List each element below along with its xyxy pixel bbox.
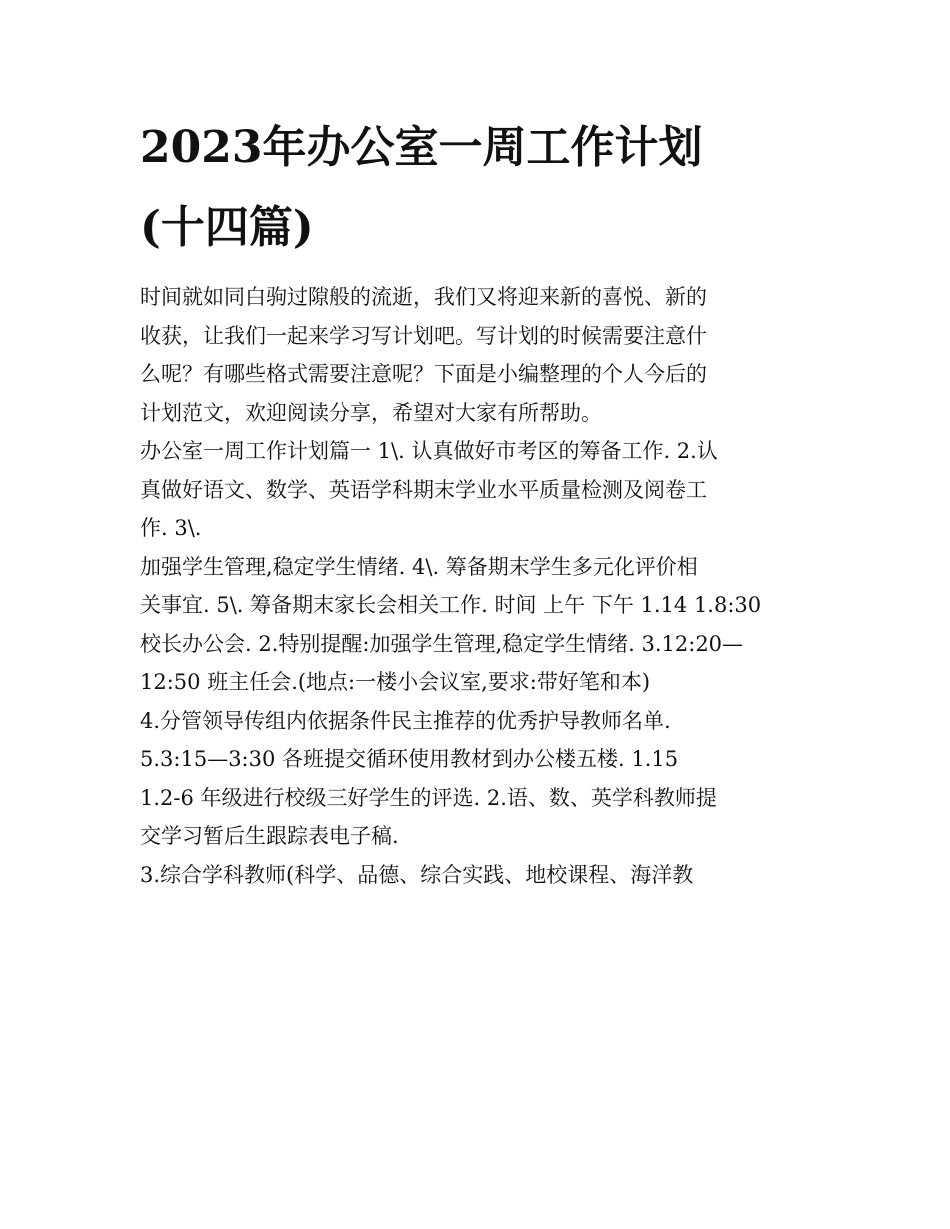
- paragraph-item-4: [140, 702, 820, 741]
- text-line: 时间就如同白驹过隙般的流逝，我们又将迎来新的喜悦、新的: [140, 285, 707, 309]
- text-line: 交学习暂后生跟踪表电子稿.: [140, 824, 399, 848]
- title-line: (十四篇): [140, 202, 314, 253]
- text-line: 收获，让我们一起来学习写计划吧。写计划的时候需要注意什: [140, 323, 707, 348]
- text-line: 么呢？有哪些格式需要注意呢？下面是小编整理的个人今后的: [140, 362, 707, 386]
- title-line: 2023年办公室一周工作计划: [140, 122, 703, 173]
- paragraph-item-5: [140, 740, 820, 779]
- document-title: [140, 108, 820, 268]
- document-page: [140, 108, 820, 894]
- text-line: 加强学生管理,稳定学生情绪. 4\. 筹备期末学生多元化评价相: [140, 554, 698, 579]
- paragraph-intro: [140, 278, 820, 432]
- text-line: 作. 3\.: [140, 516, 202, 540]
- text-line: 12:50 班主任会.(地点:一楼小会议室,要求:带好笔和本): [140, 670, 651, 694]
- paragraph-plan-one: [140, 432, 820, 548]
- paragraph-student-management: [140, 548, 820, 702]
- text-line: 关事宜. 5\. 筹备期末家长会相关工作. 时间 上午 下午 1.14 1.8:30: [140, 593, 762, 617]
- text-line: 3.综合学科教师(科学、品德、综合实践、地校课程、海洋教: [140, 862, 694, 887]
- text-line: 办公室一周工作计划篇一 1\. 认真做好市考区的筹备工作. 2.认: [140, 439, 718, 463]
- text-line: 校长办公会. 2.特别提醒:加强学生管理,稳定学生情绪. 3.12:20—: [140, 631, 744, 656]
- paragraph-evaluation: [140, 779, 820, 856]
- text-line: 计划范文，欢迎阅读分享，希望对大家有所帮助。: [140, 400, 602, 425]
- paragraph-comprehensive: [140, 856, 820, 895]
- text-line: 1.2-6 年级进行校级三好学生的评选. 2.语、数、英学科教师提: [140, 785, 717, 810]
- text-line: 5.3:15—3:30 各班提交循环使用教材到办公楼五楼. 1.15: [140, 747, 679, 771]
- text-line: 真做好语文、数学、英语学科期末学业水平质量检测及阅卷工: [140, 477, 707, 502]
- text-line: 4.分管领导传组内依据条件民主推荐的优秀护导教师名单.: [140, 708, 671, 733]
